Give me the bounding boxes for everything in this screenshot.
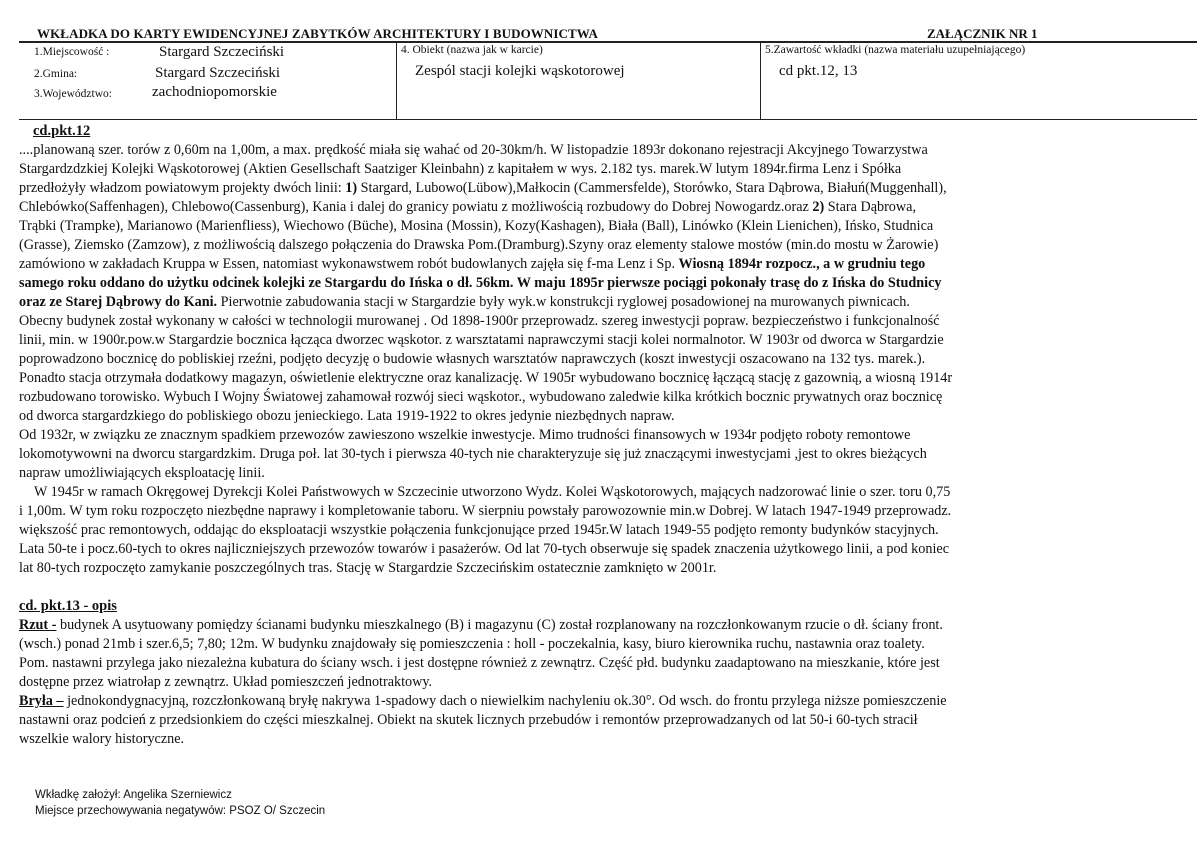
text-run: przedłożyły władzom powiatowym projekty dwóch linii: — [19, 180, 346, 196]
text-line — [19, 673, 1181, 692]
content-value: cd pkt.12, 13 — [779, 63, 858, 79]
text-run: Stargard, Lubowo(Lübow),Małkocin (Cammersfelde), Storówko, Stara Dąbrowa, Białuń(Muggenhall), — [357, 180, 947, 196]
content-column — [760, 43, 1197, 119]
text-run: Lata 50-te i pocz.60-tych to okres najliczniejszych przewozów towarów i pasażerów. Od lat 70-tych obserwuje się spadek znaczenia użytkowego linii, a pod koniec — [19, 541, 949, 557]
text-run: ....planowaną szer. torów z 0,60m na 1,00m, a max. prędkość miała się wahać od 20-30km/h. W listopadzie 1893r dokonano rejestracji Akcyjnego Towarzystwa — [19, 142, 928, 158]
text-line — [19, 141, 1181, 160]
voivodeship-value: zachodniopomorskie — [152, 84, 277, 100]
body-text — [19, 122, 1181, 749]
object-label: 4. Obiekt (nazwa jak w karcie) — [401, 44, 543, 56]
text-line — [19, 635, 1181, 654]
text-run: Obecny budynek został wykonany w całości w technologii murowanej . Od 1898-1900r przeprowadz. szereg inwestycji popraw. bezpieczeństwo i funkcjonalność — [19, 313, 940, 329]
text-line — [19, 331, 1181, 350]
storage-note: Miejsce przechowywania negatywów: PSOZ O/ Szczecin — [35, 805, 326, 817]
text-run: Bryła – — [19, 693, 64, 709]
text-line — [19, 711, 1181, 730]
text-run: lat 80-tych rozpoczęto zamykanie poszczególnych tras. Stację w Stargardzie Szczecińskim ostatecznie zamknięto w 2001r. — [19, 560, 717, 576]
text-run: większość prac remontowych, oddając do eksploatacji wszystkie połączenia funkcjonujące przed 1945r.W latach 1949-55 podjęto remonty budynków stacyjnych. — [19, 522, 939, 538]
text-run: jednokondygnacyjną, rozczłonkowaną bryłę nakrywa 1-spadowy dach o niewielkim nachyleniu ok.30°. Od wsch. do frontu przylega niższe pomieszczenie — [63, 693, 947, 709]
text-run: napraw umożliwiających eksploatację linii. — [19, 465, 265, 481]
text-line — [19, 369, 1181, 388]
text-run: i 1,00m. W tym roku rozpoczęto niezbędne naprawy i kompletowanie taboru. W sierpniu powstały parowozownie min.w Dobrej. W latach 1947-1949 przeprowadz. — [19, 503, 952, 519]
content-label: 5.Zawartość wkładki (nazwa materiału uzupełniającego) — [765, 44, 1026, 56]
text-line — [19, 179, 1181, 198]
text-run: dostępne przez wiatrołap z zewnątrz. Układ pomieszczeń jednotraktowy. — [19, 674, 433, 690]
author-note: Wkładkę założył: Angelika Szerniewicz — [35, 789, 232, 801]
text-run: Pom. nastawni przylega jako niezależna kubatura do ściany wsch. i jest dostępne również z zewnątrz. Część płd. budynku zaadaptowano na mieszkanie, które jest — [19, 655, 940, 671]
section-12-heading: cd.pkt.12 — [33, 123, 91, 139]
text-line — [19, 692, 1181, 711]
object-value: Zespól stacji kolejki wąskotorowej — [415, 63, 625, 79]
text-run: Chlebówko(Saffenhagen), Chlebowo(Cassenburg), Kania i dalej do granicy powiatu z możliwością rozbudowy do Dobrej Nowogardz.oraz — [19, 199, 813, 215]
text-line — [19, 388, 1181, 407]
text-line — [19, 426, 1181, 445]
text-line — [19, 293, 1181, 312]
text-line — [19, 236, 1181, 255]
text-line — [19, 198, 1181, 217]
object-column — [396, 43, 761, 119]
text-run: W 1945r w ramach Okręgowej Dyrekcji Kolei Państwowych w Szczecinie utworzono Wydz. Kolei Wąskotorowych, mających nadzorować linie o szer. toru 0,75 — [34, 484, 951, 500]
document-title: WKŁADKA DO KARTY EWIDENCYJNEJ ZABYTKÓW ARCHITEKTURY I BUDOWNICTWA — [37, 26, 598, 41]
text-line — [19, 274, 1181, 293]
text-line — [19, 445, 1181, 464]
text-line — [19, 540, 1181, 559]
text-run: Wiosną 1894r rozpocz., a w grudniu tego — [678, 256, 926, 272]
text-line — [19, 730, 1181, 749]
text-run: nastawni oraz podcień z przedsionkiem do części mieszkalnej. Obiekt na skutek licznych przebudów i remontów przeprowadzanych od lat 50-i 60-tych stracił — [19, 712, 918, 728]
footer — [35, 787, 325, 819]
text-run: rozbudowano torowisko. Wybuch I Wojny Światowej zahamował rozwój sieci wąskotor., wybudowano zaledwie kilka krótkich bocznic prywatnych oraz bocznicę — [19, 389, 943, 405]
text-run: lokomotywowni na dworcu stargardzkim. Druga poł. lat 30-tych i pierwsza 40-tych nie charakteryzuje się już znaczącymi inwestycjami ,jest to okres bieżących — [19, 446, 927, 462]
text-line — [19, 350, 1181, 369]
text-run: Rzut - — [19, 617, 57, 633]
text-run: 1) — [345, 180, 358, 196]
text-run: zamówiono w zakładach Kruppa w Essen, natomiast wykonawstwem robót budowlanych zajęła się f-ma Lenz i Sp. — [19, 256, 679, 272]
text-line — [19, 312, 1181, 331]
text-run: Stargardzdzkiej Kolejki Wąskotorowej (Aktien Gesellschaft Saatziger Kleinbahn) z kapitałem w wys. 2.182 tys. marek.W lutym 1894r.firma Lenz i Spółka — [19, 161, 902, 177]
text-run: (wsch.) ponad 21mb i szer.6,5; 7,80; 12m. W budynku znajdowały się pomieszczenia : holl - poczekalnia, kasy, biuro kierownika ruchu, nastawnia oraz toalety. — [19, 636, 925, 652]
text-run: Trąbki (Trampke), Marianowo (Marienfliess), Wiechowo (Büche), Mosina (Mossin), Kozy(Kashagen), Biała (Ball), Linówko (Klein Lienichen), Ińsko, Studnica — [19, 218, 934, 234]
text-line — [19, 407, 1181, 426]
voivodeship-label: 3.Województwo: — [34, 88, 112, 100]
section-12-body — [19, 141, 1181, 578]
text-line — [19, 160, 1181, 179]
commune-label: 2.Gmina: — [34, 68, 78, 80]
text-line — [19, 217, 1181, 236]
text-line — [19, 483, 1181, 502]
text-run: (Grasse), Ziemsko (Zamzow), z możliwością dalszego połączenia do Drawska Pom.(Dramburg).Szyny oraz elementy stalowe mostów (min.do mostu w Żarowie) — [19, 237, 939, 253]
text-line — [19, 616, 1181, 635]
text-run: samego roku oddano do użytku odcinek kolejki ze Stargardu do Ińska o dł. 56km. W maju 1895r pierwsze pociągi pokonały trasę do z Ińska do Studnicy — [19, 275, 942, 291]
section-13-heading: cd. pkt.13 - opis — [19, 598, 117, 614]
text-line — [19, 654, 1181, 673]
location-column — [19, 43, 396, 119]
section-13-body — [19, 616, 1181, 749]
text-line — [19, 521, 1181, 540]
text-run: Pierwotnie zabudowania stacji w Stargardzie były wyk.w konstrukcji ryglowej posadowionej na murowanych piwnicach. — [217, 294, 910, 310]
text-run: budynek A usytuowany pomiędzy ścianami budynku mieszkalnego (B) i magazynu (C) został rozplanowany na rozczłonkowanym rzucie o dł. ściany front. — [56, 617, 943, 633]
text-line — [19, 464, 1181, 483]
text-run: Od 1932r, w związku ze znacznym spadkiem przewozów zawieszono wszelkie inwestycje. Mimo trudności finansowych w 1934r podjęto roboty remontowe — [19, 427, 911, 443]
annex-number: ZAŁĄCZNIK NR 1 — [927, 26, 1038, 41]
text-run: wszelkie walory historyczne. — [19, 731, 185, 747]
text-line — [19, 559, 1181, 578]
text-run: poprowadzono bocznicę do pobliskiej rzeźni, podjęto decyzję o budowie własnych warsztatów naprawczych (koszt inwestycji oszacowano na 132 tys. marek.). — [19, 351, 926, 367]
locality-label: 1.Miejscowość : — [34, 46, 110, 58]
info-table — [19, 41, 1197, 120]
text-line — [19, 502, 1181, 521]
text-run: oraz ze Starej Dąbrowy do Kani. — [19, 294, 218, 310]
locality-value: Stargard Szczeciński — [159, 44, 285, 60]
commune-value: Stargard Szczeciński — [155, 65, 281, 81]
text-run: Ponadto stacja otrzymała dodatkowy magazyn, oświetlenie elektryczne oraz kanalizację. W 1905r wybudowano bocznicę łączącą stację z gazownią, a wiosną 1914r — [19, 370, 953, 386]
text-run: od dworca stargardzkiego do pobliskiego obozu jenieckiego. Lata 1919-1922 to okres jedynie niezbędnych napraw. — [19, 408, 675, 424]
text-line — [19, 255, 1181, 274]
text-run: linii, min. w 1900r.pow.w Stargardzie bocznica łącząca dworzec wąskotor. z warsztatami naprawczymi stacji kolei normalnotor. W 1903r od dworca w Stargardzie — [19, 332, 944, 348]
text-run: 2) — [812, 199, 825, 215]
text-run: Stara Dąbrowa, — [824, 199, 916, 215]
